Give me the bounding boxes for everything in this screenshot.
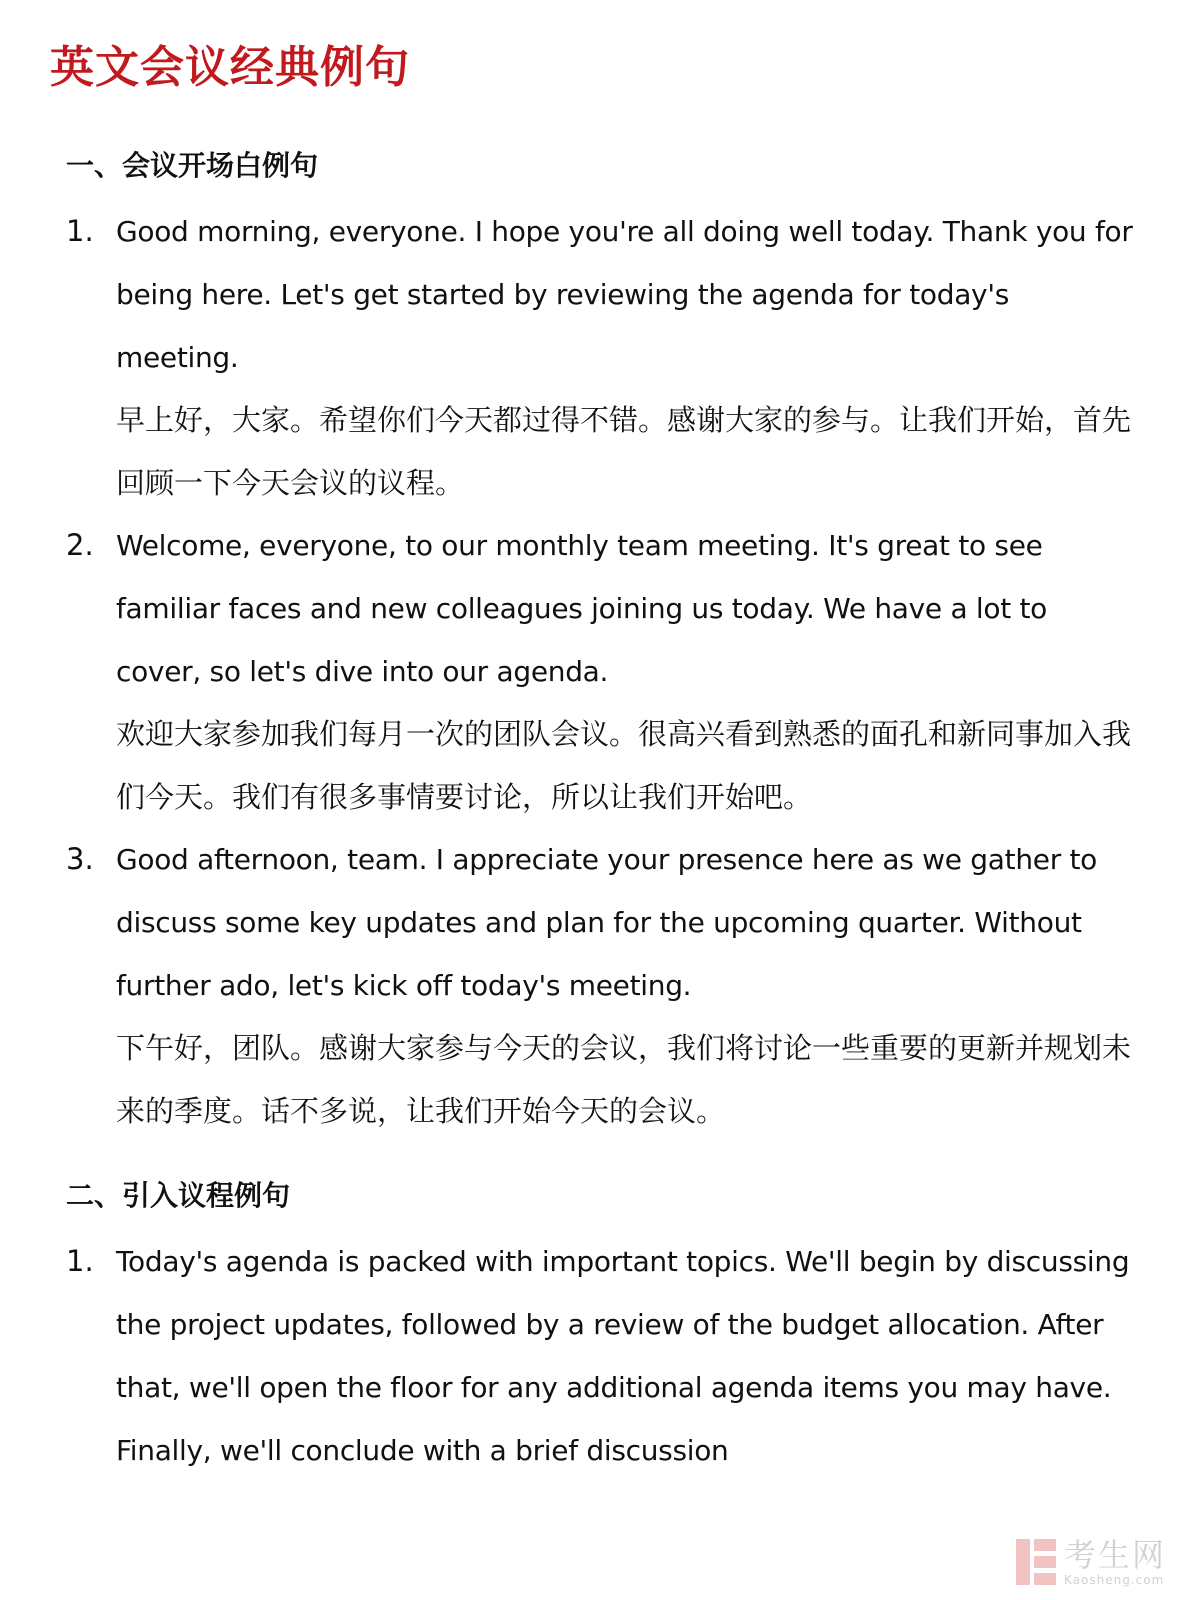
item-number: 2. — [66, 528, 94, 562]
page-title: 英文会议经典例句 — [50, 42, 410, 93]
section-heading-agenda: 二、引入议程例句 — [66, 1179, 291, 1212]
list-item — [66, 200, 1136, 515]
chinese-translation: 早上好，大家。希望你们今天都过得不错。感谢大家的参与。让我们开始，首先回顾一下今天会议的议程。 — [116, 403, 1132, 500]
english-sentence: Good afternoon, team. I appreciate your presence here as we gather to discuss some key updates and plan for the upcoming quarter. Without further ado, let's kick off today's meeting. — [116, 843, 1098, 1002]
list-item — [66, 828, 1136, 1143]
english-sentence: Welcome, everyone, to our monthly team meeting. It's great to see familiar faces and new colleagues joining us today. We have a lot to cover, so let's dive into our agenda. — [116, 529, 1047, 688]
list-item — [66, 1230, 1136, 1482]
chinese-translation: 下午好，团队。感谢大家参与今天的会议，我们将讨论一些重要的更新并规划未来的季度。话不多说，让我们开始今天的会议。 — [116, 1031, 1132, 1128]
english-sentence: Good morning, everyone. I hope you're all doing well today. Thank you for being here. Let's get started by reviewing the agenda for today's meeting. — [116, 215, 1133, 374]
chinese-translation: 欢迎大家参加我们每月一次的团队会议。很高兴看到熟悉的面孔和新同事加入我们今天。我们有很多事情要讨论，所以让我们开始吧。 — [116, 717, 1132, 814]
watermark-url: Kaosheng.com — [1064, 1572, 1165, 1587]
item-number: 1. — [66, 214, 94, 248]
list-item — [66, 514, 1136, 829]
kaosheng-logo-icon — [1016, 1539, 1056, 1585]
section-heading-opening: 一、会议开场白例句 — [66, 149, 319, 182]
watermark-name: 考生网 — [1064, 1535, 1167, 1574]
item-number: 1. — [66, 1244, 94, 1278]
watermark — [1016, 1532, 1176, 1592]
item-number: 3. — [66, 842, 94, 876]
english-sentence: Today's agenda is packed with important topics. We'll begin by discussing the project updates, followed by a review of the budget allocation. After that, we'll open the floor for any additional agenda items you may have. Finally, we'll conclude with a brief discussion — [116, 1245, 1130, 1467]
